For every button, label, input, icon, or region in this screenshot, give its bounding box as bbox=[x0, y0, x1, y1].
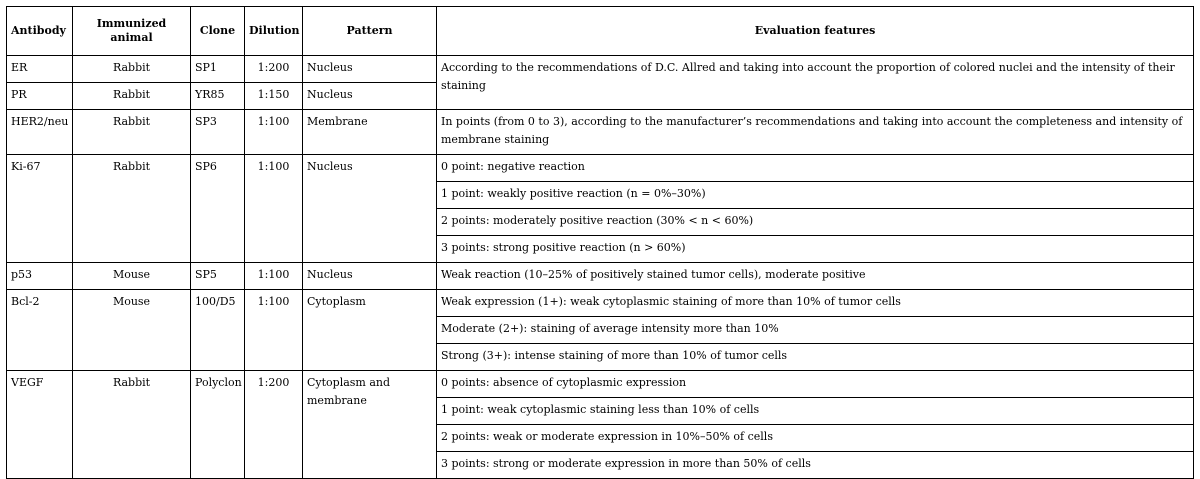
cell-pattern: Cytoplasm bbox=[303, 290, 437, 371]
cell-animal: Mouse bbox=[73, 290, 191, 371]
header-clone: Clone bbox=[191, 7, 245, 56]
cell-features: Moderate (2+): staining of average intensity more than 10% bbox=[437, 317, 1194, 344]
cell-antibody: HER2/neu bbox=[7, 110, 73, 155]
cell-features: 1 point: weak cytoplasmic staining less than 10% of cells bbox=[437, 398, 1194, 425]
cell-pattern: Nucleus bbox=[303, 56, 437, 83]
table-row-ki67 bbox=[7, 155, 1194, 182]
header-evaluation-features: Evaluation features bbox=[437, 7, 1194, 56]
cell-pattern: Nucleus bbox=[303, 155, 437, 263]
cell-clone: SP1 bbox=[191, 56, 245, 83]
cell-antibody: p53 bbox=[7, 263, 73, 290]
cell-features: 2 points: moderately positive reaction (30% < n < 60%) bbox=[437, 209, 1194, 236]
cell-pattern: Cytoplasm and membrane bbox=[303, 371, 437, 479]
cell-animal: Rabbit bbox=[73, 155, 191, 263]
header-antibody: Antibody bbox=[7, 7, 73, 56]
cell-dilution: 1:100 bbox=[245, 290, 303, 371]
cell-dilution: 1:200 bbox=[245, 56, 303, 83]
cell-pattern: Nucleus bbox=[303, 83, 437, 110]
cell-features: Weak reaction (10–25% of positively stained tumor cells), moderate positive bbox=[437, 263, 1194, 290]
cell-animal: Mouse bbox=[73, 263, 191, 290]
cell-dilution: 1:150 bbox=[245, 83, 303, 110]
cell-antibody: Ki-67 bbox=[7, 155, 73, 263]
table-row-er bbox=[7, 56, 1194, 83]
cell-antibody: VEGF bbox=[7, 371, 73, 479]
cell-features: 3 points: strong or moderate expression in more than 50% of cells bbox=[437, 452, 1194, 479]
cell-features: 3 points: strong positive reaction (n > 60%) bbox=[437, 236, 1194, 263]
cell-features: 2 points: weak or moderate expression in 10%–50% of cells bbox=[437, 425, 1194, 452]
cell-pattern: Membrane bbox=[303, 110, 437, 155]
cell-features: 0 points: absence of cytoplasmic expression bbox=[437, 371, 1194, 398]
cell-features: Weak expression (1+): weak cytoplasmic staining of more than 10% of tumor cells bbox=[437, 290, 1194, 317]
cell-clone: Polyclon bbox=[191, 371, 245, 479]
header-pattern: Pattern bbox=[303, 7, 437, 56]
cell-features: Strong (3+): intense staining of more than 10% of tumor cells bbox=[437, 344, 1194, 371]
cell-features: According to the recommendations of D.C. Allred and taking into account the proportion of colored nuclei and the intensity of their staining bbox=[437, 56, 1194, 110]
antibody-table bbox=[6, 6, 1194, 479]
cell-features: 0 point: negative reaction bbox=[437, 155, 1194, 182]
cell-antibody: ER bbox=[7, 56, 73, 83]
cell-clone: SP3 bbox=[191, 110, 245, 155]
header-immunized-animal: Immunized animal bbox=[73, 7, 191, 56]
cell-pattern: Nucleus bbox=[303, 263, 437, 290]
cell-animal: Rabbit bbox=[73, 56, 191, 83]
header-dilution: Dilution bbox=[245, 7, 303, 56]
cell-clone: YR85 bbox=[191, 83, 245, 110]
cell-dilution: 1:100 bbox=[245, 155, 303, 263]
cell-clone: SP5 bbox=[191, 263, 245, 290]
cell-antibody: PR bbox=[7, 83, 73, 110]
cell-dilution: 1:100 bbox=[245, 263, 303, 290]
cell-features: 1 point: weakly positive reaction (n = 0%–30%) bbox=[437, 182, 1194, 209]
cell-clone: 100/D5 bbox=[191, 290, 245, 371]
header-row bbox=[7, 7, 1194, 56]
cell-antibody: Bcl-2 bbox=[7, 290, 73, 371]
cell-features: In points (from 0 to 3), according to the manufacturer’s recommendations and taking into account the completeness and intensity of membrane staining bbox=[437, 110, 1194, 155]
cell-dilution: 1:100 bbox=[245, 110, 303, 155]
cell-dilution: 1:200 bbox=[245, 371, 303, 479]
table-row-her2 bbox=[7, 110, 1194, 155]
table-row-bcl2 bbox=[7, 290, 1194, 317]
table-row-p53 bbox=[7, 263, 1194, 290]
cell-animal: Rabbit bbox=[73, 371, 191, 479]
cell-clone: SP6 bbox=[191, 155, 245, 263]
cell-animal: Rabbit bbox=[73, 110, 191, 155]
cell-animal: Rabbit bbox=[73, 83, 191, 110]
table-row-vegf bbox=[7, 371, 1194, 398]
